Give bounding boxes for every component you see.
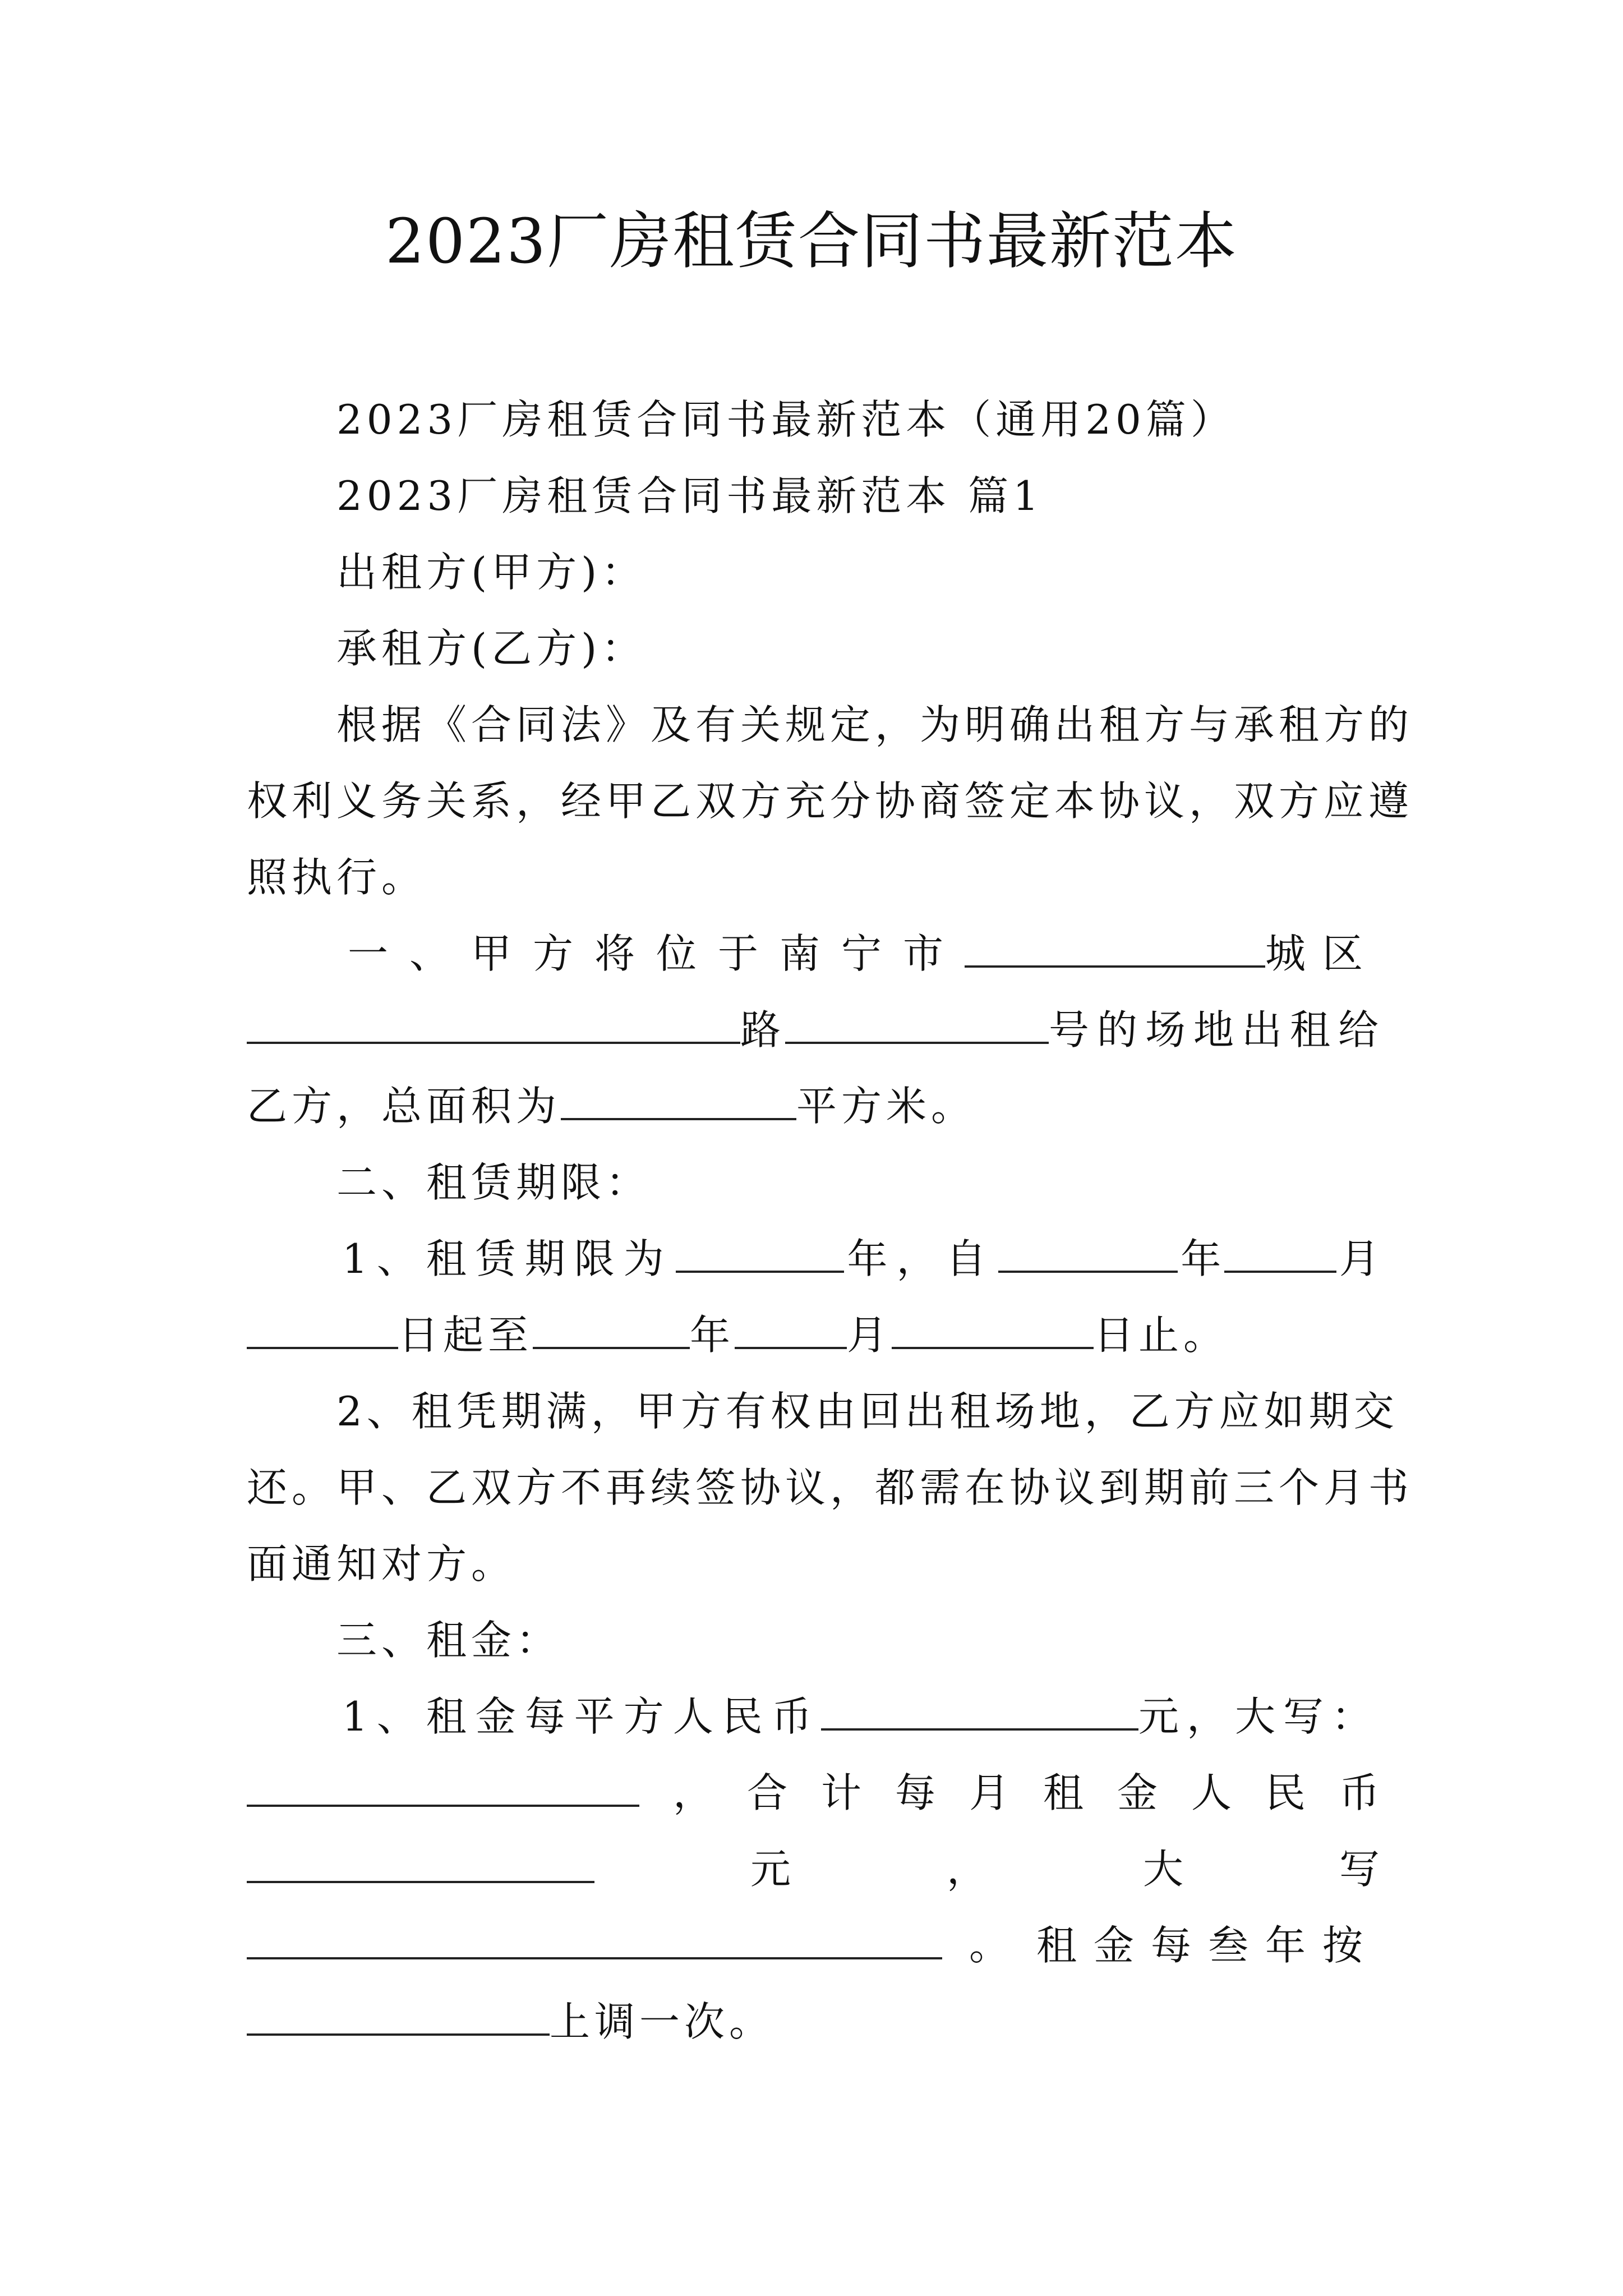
start-month-blank[interactable] xyxy=(1224,1231,1336,1273)
clause2-para: 还。甲、乙双方不再续签协议，都需在协议到期前三个月书 xyxy=(247,1464,1414,1511)
clause3-text: 元，大写： xyxy=(1138,1693,1380,1740)
clause1-line1 xyxy=(247,915,1380,992)
clause3-text: ， xyxy=(946,1846,987,1893)
end-year-blank[interactable] xyxy=(533,1308,690,1349)
clause1-text: 号的场地出租给 xyxy=(1049,1006,1387,1053)
clause2-text: 月 xyxy=(1339,1235,1380,1282)
preamble-line: 根据《合同法》及有关规定，为明确出租方与承租方的 xyxy=(336,701,1414,748)
clause3-line1 xyxy=(247,1678,1380,1755)
clause3-text: 租金每叁年按 xyxy=(1036,1922,1380,1969)
clause3-text: 每 xyxy=(895,1769,935,1816)
start-day-blank[interactable] xyxy=(247,1308,398,1349)
clause2-line1 xyxy=(247,1221,1380,1297)
clause1-text: 路 xyxy=(740,1006,786,1053)
end-day-blank[interactable] xyxy=(892,1308,1094,1349)
clause3-text: 。 xyxy=(969,1922,1009,1969)
clause3-text: 上调一次。 xyxy=(550,1998,774,2045)
preamble-line: 权利义务关系，经甲乙双方充分协商签定本协议，双方应遵 xyxy=(247,777,1414,825)
clause2-text: 日起至 xyxy=(398,1312,533,1359)
clause1-text: 一、甲方将位于南宁市 xyxy=(348,930,965,977)
document-title: 2023厂房租赁合同书最新范本 xyxy=(385,205,1238,277)
clause3-line2 xyxy=(247,1755,1380,1831)
clause3-text: 人 xyxy=(1191,1769,1232,1816)
area-blank[interactable] xyxy=(561,1079,796,1120)
section-heading: 2023厂房租赁合同书最新范本 篇1 xyxy=(336,472,1043,519)
road-blank[interactable] xyxy=(247,1002,740,1044)
clause3-text: ， xyxy=(672,1769,713,1816)
city-district-blank[interactable] xyxy=(965,926,1265,968)
clause2-para: 面通知对方。 xyxy=(247,1540,517,1588)
lessee-label: 承租方(乙方)： xyxy=(336,625,647,672)
clause3-text: 元 xyxy=(750,1846,791,1893)
clause2-line2 xyxy=(247,1297,1380,1373)
clause3-text: 币 xyxy=(1339,1769,1380,1816)
clause2-para: 2、租凭期满，甲方有权由回出租场地，乙方应如期交 xyxy=(336,1388,1399,1435)
clause2-heading: 二、租赁期限： xyxy=(336,1159,651,1206)
preamble-line: 照执行。 xyxy=(247,854,427,901)
number-blank[interactable] xyxy=(785,1002,1049,1044)
subtitle: 2023厂房租赁合同书最新范本（通用20篇） xyxy=(336,396,1235,443)
clause3-text: 合 xyxy=(746,1769,787,1816)
adjustment-rate-blank[interactable] xyxy=(247,1994,550,2036)
term-years-blank[interactable] xyxy=(676,1231,844,1273)
lessor-label: 出租方(甲方)： xyxy=(336,549,647,596)
clause1-text: 乙方，总面积为 xyxy=(247,1083,561,1130)
clause3-text: 写 xyxy=(1339,1846,1380,1893)
price-in-words-blank[interactable] xyxy=(247,1765,639,1807)
clause1-text: 城区 xyxy=(1265,930,1380,977)
clause1-text: 平方米。 xyxy=(796,1083,976,1130)
end-month-blank[interactable] xyxy=(735,1308,847,1349)
clause3-text: 月 xyxy=(969,1769,1009,1816)
clause3-text: 民 xyxy=(1265,1769,1306,1816)
start-year-blank[interactable] xyxy=(998,1231,1178,1273)
clause2-text: 年 xyxy=(1181,1235,1221,1282)
clause3-text: 计 xyxy=(820,1769,861,1816)
clause2-text: 年，自 xyxy=(847,1235,995,1282)
price-per-sqm-blank[interactable] xyxy=(821,1689,1138,1731)
clause2-text: 1、租赁期限为 xyxy=(342,1235,673,1282)
clause1-line2 xyxy=(247,992,1387,1068)
monthly-rent-blank[interactable] xyxy=(247,1842,594,1883)
clause3-line5 xyxy=(247,1984,1380,2060)
clause3-line3 xyxy=(247,1831,1380,1907)
clause3-text: 大 xyxy=(1142,1846,1183,1893)
monthly-rent-words-blank[interactable] xyxy=(247,1918,942,1959)
clause3-text: 金 xyxy=(1117,1769,1158,1816)
clause1-line3 xyxy=(247,1068,1380,1144)
clause2-text: 月 xyxy=(847,1312,892,1359)
clause3-line4 xyxy=(247,1907,1380,1984)
clause2-text: 日止。 xyxy=(1094,1312,1229,1359)
clause3-heading: 三、租金： xyxy=(336,1617,561,1664)
clause2-text: 年 xyxy=(690,1312,735,1359)
clause3-text: 1、租金每平方人民币 xyxy=(342,1693,821,1740)
clause3-text: 租 xyxy=(1043,1769,1083,1816)
